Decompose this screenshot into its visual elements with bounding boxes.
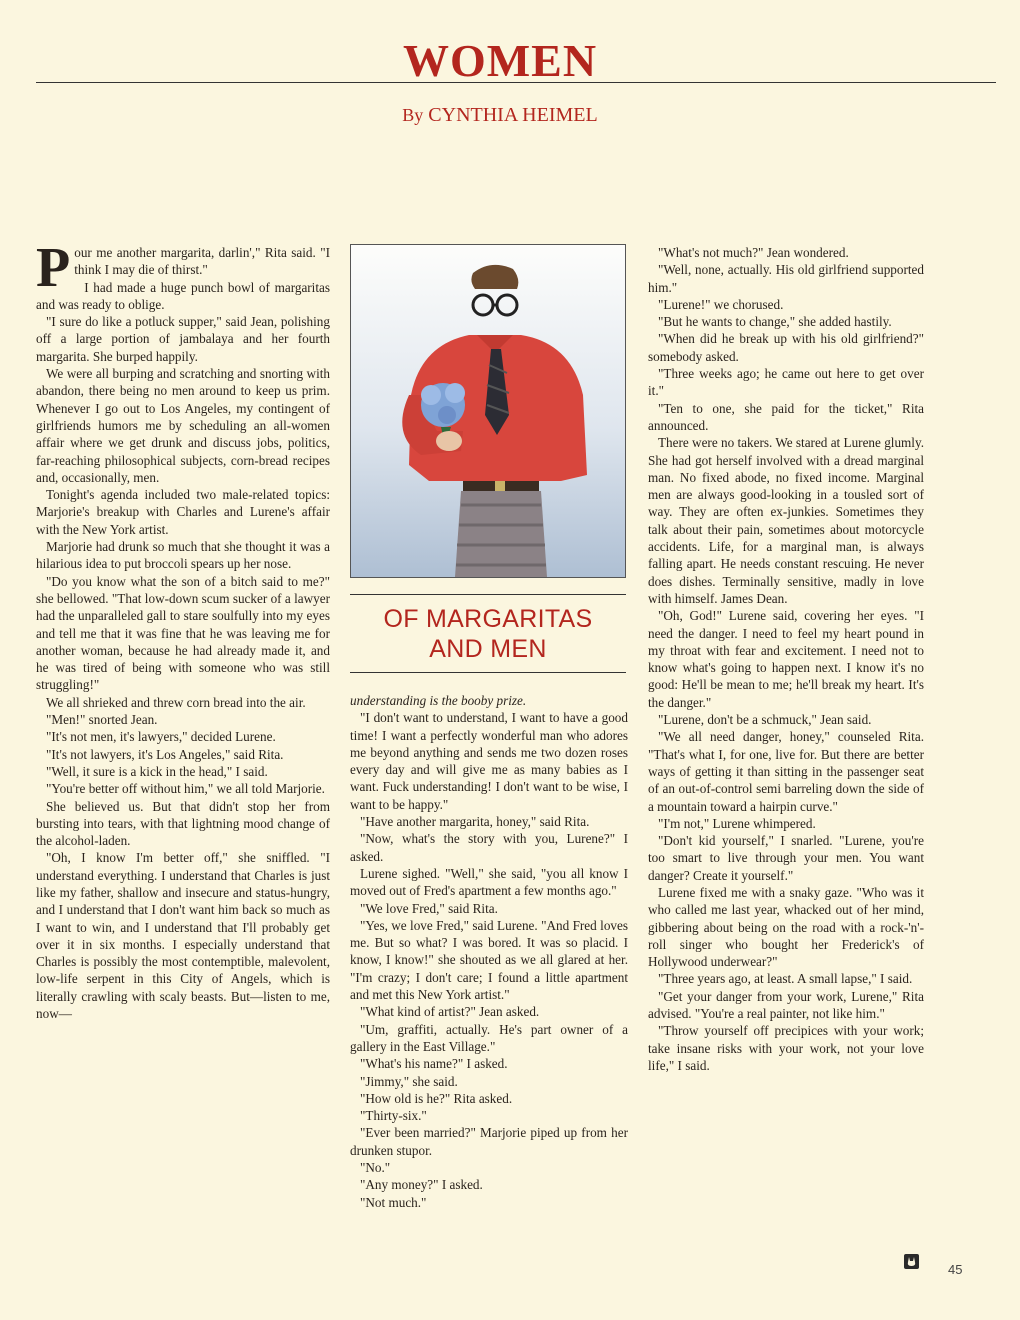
paragraph: "What's not much?" Jean wondered. xyxy=(658,245,849,260)
paragraph: Tonight's agenda included two male-related topics: Marjorie's breakup with Charles and Lurene's affair with the New York artist. xyxy=(36,487,330,537)
paragraph: "What's his name?" I asked. xyxy=(360,1056,508,1072)
paragraph: "Ten to one, she paid for the ticket," Rita announced. xyxy=(648,400,924,433)
paragraph: I had made a huge punch bowl of margaritas and was ready to oblige. xyxy=(36,279,330,312)
byline-author: CYNTHIA HEIMEL xyxy=(428,104,598,126)
paragraph: "Lurene!" we chorused. xyxy=(658,296,784,312)
paragraph: "Um, graffiti, actually. He's part owner of a gallery in the East Village." xyxy=(350,1021,628,1054)
article-column-2 xyxy=(350,692,628,1211)
paragraph: "Now, what's the story with you, Lurene?" I asked. xyxy=(350,831,628,864)
paragraph: We were all burping and scratching and snorting with abandon, there being no men around to keep us prim. Whenever I go out to Los Angeles, my contingent of girlfriends humors me by scheduling an all-women affair where we get drunk and discuss jobs, politics, far-reaching philosophical subjects, corn-bread recipes and, occasionally, men. xyxy=(36,366,330,485)
title-rule xyxy=(36,82,996,83)
illustration xyxy=(350,244,626,578)
page-number: 45 xyxy=(948,1262,963,1277)
paragraph: "Ever been married?" Marjorie piped up from her drunken stupor. xyxy=(350,1125,628,1158)
paragraph: "Have another margarita, honey," said Rita. xyxy=(360,814,590,830)
paragraph: Lurene sighed. "Well," she said, "you all know I moved out of Fred's apartment a few months ago." xyxy=(350,865,628,899)
paragraph: "Not much." xyxy=(360,1194,427,1210)
rabbit-head-logo-icon xyxy=(904,1254,919,1269)
paragraph: "Well, none, actually. His old girlfriend supported him." xyxy=(648,262,924,295)
paragraph: "Throw yourself off precipices with your work; take insane risks with your work, not your love life," I said. xyxy=(648,1023,924,1073)
paragraph: "Don't kid yourself," I snarled. "Lurene, you're too smart to live through your men. You want danger? Create it yourself." xyxy=(648,833,924,883)
paragraph: "Oh, God!" Lurene said, covering her eyes. "I need the danger. I need to feel my heart pound in my throat with fear and excitement. I need not to know what's going to happen next. I know it's no good: He'll be mean to me; he'll break my heart. It's the danger." xyxy=(648,608,924,710)
byline xyxy=(0,104,1000,127)
paragraph: "Jimmy," she said. xyxy=(360,1073,458,1089)
paragraph: There were no takers. We stared at Lurene glumly. She had got herself involved with a dread marginal man. No fixed abode, no fixed income. Marginal men are always good-looking in a tousled sort of way. They are often ex-junkies. Sometimes they talk about their pain, sometimes about motorcycle accidents. Life, for a marginal man, is always falling apart. He needs constant rescuing. He never does dishes. Terminally sensitive, madly in love with himself. James Dean. xyxy=(648,435,924,606)
article-headline xyxy=(350,604,626,664)
byline-prefix: By xyxy=(402,105,424,125)
paragraph: "Get your danger from your work, Lurene," Rita advised. "You're a real painter, not like him." xyxy=(648,988,924,1022)
paragraph: "Any money?" I asked. xyxy=(360,1177,483,1193)
article-column-3 xyxy=(648,244,924,1074)
paragraph: "Men!" snorted Jean. xyxy=(46,712,158,728)
paragraph: She believed us. But that didn't stop her from bursting into tears, with that lightning mood change of the alcohol-laden. xyxy=(36,798,330,849)
paragraph: understanding is the booby prize. xyxy=(350,693,527,708)
man-with-flowers-illustration xyxy=(351,245,625,577)
paragraph: "Oh, I know I'm better off," she sniffled. "I understand everything. I understand that Charles is just like my father, shallow and insecure and status-hungry, and I understand that I don't want him back so much as I want to win, and I understand that I'll probably get over it in six months. I especially understand that Charles is possibly the most contemptible, malevolent, low-life serpent in this City of Angels, which is literally crawling with scaly beasts. But—listen to me, now— xyxy=(36,850,330,1022)
headline-line-2: AND MEN xyxy=(429,635,547,663)
paragraph: We all shrieked and threw corn bread into the air. xyxy=(46,694,306,710)
paragraph: "Three weeks ago; he came out here to get over it." xyxy=(648,366,924,399)
drop-cap: P xyxy=(36,237,71,299)
paragraph: "I sure do like a potluck supper," said Jean, polishing off a large portion of jambalaya and her fourth margarita. She burped happily. xyxy=(36,314,330,364)
paragraph: "We all need danger, honey," counseled Rita. "That's what I, for one, live for. But there are better ways of getting it than sitting in the passenger seat of an out-of-control semi barreling down the side of a mountain toward a hairpin curve." xyxy=(648,729,924,814)
paragraph: "Thirty-six." xyxy=(360,1108,427,1124)
paragraph: "What kind of artist?" Jean asked. xyxy=(360,1004,540,1020)
paragraph: "Do you know what the son of a bitch said to me?" she bellowed. "That low-down scum sucker of a lawyer had the unparalleled gall to stare soulfully into my eyes and tell me that it was fine that he was leaving me for another woman, because he had already made it, and he was tired of being with someone who was still struggling!" xyxy=(36,573,330,693)
paragraph: "Well, it sure is a kick in the head," I said. xyxy=(46,763,268,779)
paragraph: "Three years ago, at least. A small lapse," I said. xyxy=(658,971,913,987)
paragraph: "I don't want to understand, I want to have a good time! I want a perfectly wonderful man who adores me beyond anything and sends me two dozen roses every day and will give me as many babies as I want. Fuck understanding! I don't want to be wise, I want to be happy." xyxy=(350,710,628,812)
headline-rule-bottom xyxy=(350,672,626,673)
headline-line-1: OF MARGARITAS xyxy=(383,605,593,633)
headline-rule-top xyxy=(350,594,626,595)
page-title: WOMEN xyxy=(402,35,598,86)
paragraph: "No." xyxy=(360,1160,391,1176)
paragraph: "But he wants to change," she added hastily. xyxy=(658,314,892,330)
paragraph: "How old is he?" Rita asked. xyxy=(360,1090,513,1106)
paragraph: "We love Fred," said Rita. xyxy=(360,900,498,916)
paragraph: "When did he break up with his old girlfriend?" somebody asked. xyxy=(648,331,924,364)
paragraph: Lurene fixed me with a snaky gaze. "Who was it who called me last year, whacked out of her mind, gibbering about being on the road with a rock-'n'-roll singer who bought her Frederick's of Hollywood underwear?" xyxy=(648,884,924,970)
paragraph: "Lurene, don't be a schmuck," Jean said. xyxy=(658,712,872,728)
paragraph: "It's not lawyers, it's Los Angeles," said Rita. xyxy=(46,746,284,762)
paragraph: "It's not men, it's lawyers," decided Lurene. xyxy=(46,729,276,745)
article-column-1 xyxy=(36,237,330,1022)
paragraph-text: our me another margarita, darlin'," Rita said. "I think I may die of thirst." xyxy=(74,245,330,278)
paragraph: "Yes, we love Fred," said Lurene. "And Fred loves me. But so what? I was bored. It was so placid. I know, I know!" she shouted as we all glared at her. "I'm crazy; I don't care; I found a little apartment and met this New York artist." xyxy=(350,917,628,1003)
paragraph: "I'm not," Lurene whimpered. xyxy=(658,815,816,831)
paragraph: "You're better off without him," we all told Marjorie. xyxy=(46,781,325,797)
paragraph: Marjorie had drunk so much that she thought it was a hilarious idea to put broccoli spears up her nose. xyxy=(36,539,330,572)
